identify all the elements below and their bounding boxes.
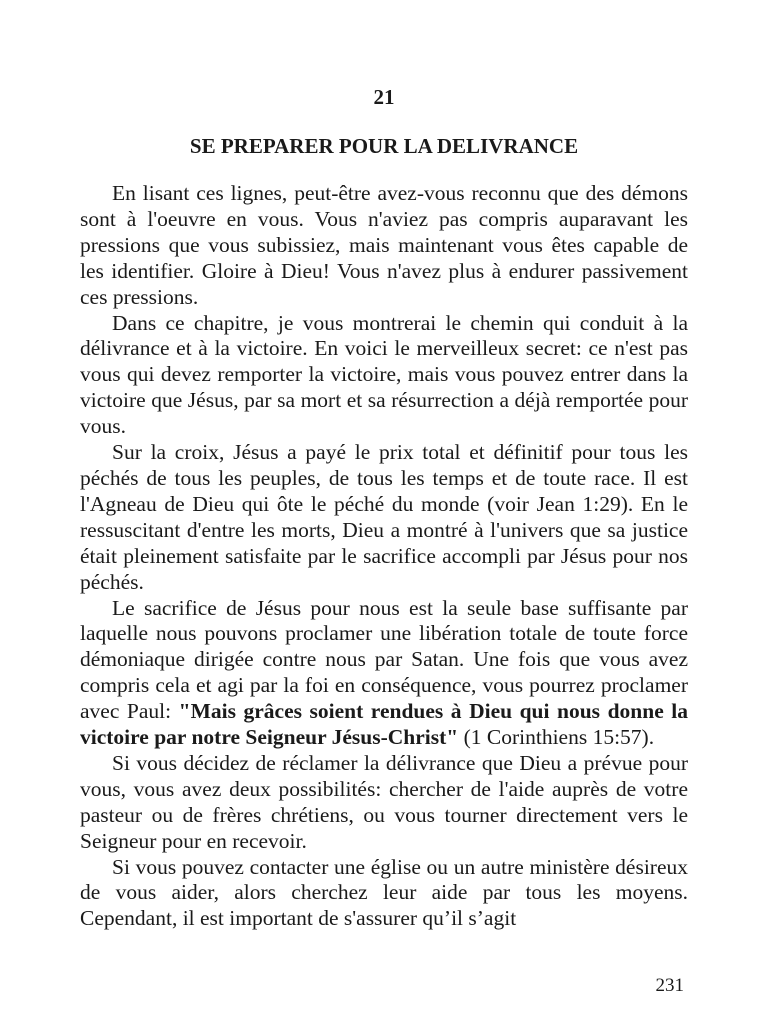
paragraph-4-text: Le sacrifice de Jésus pour nous est la seule base suffisante par laquelle nous pouvons proclamer une libération totale de toute force démoniaque dirigée contre nous par Satan. Une fois que vous avez compris cela et agi par la foi en conséquence, vous pourrez proclamer avec Paul: [80, 595, 688, 724]
paragraph-4 [80, 596, 688, 751]
paragraph-1: En lisant ces lignes, peut-être avez-vous reconnu que des démons sont à l'oeuvre en vous. Vous n'aviez pas compris auparavant les pressions que vous subissiez, mais maintenant vous êtes capable de les identifier. Gloire à Dieu! Vous n'avez plus à endurer passivement ces pressions. [80, 181, 688, 309]
paragraph-2: Dans ce chapitre, je vous montrerai le chemin qui conduit à la délivrance et à la victoire. En voici le merveilleux secret: ce n'est pas vous qui devez remporter la victoire, mais vous pouvez entrer dans la victoire que Jésus, par sa mort et sa résurrection a déjà remportée pour vous. [80, 310, 688, 439]
paragraph-6: Si vous pouvez contacter une église ou un autre ministère désireux de vous aider, alors cherchez leur aide par tous les moyens. Cependant, il est important de s'assurer qu’il s’agit [80, 854, 688, 931]
bible-quote: "Mais grâces soient rendues à Dieu qui nous donne la victoire par notre Seigneur Jésus-Christ" [80, 699, 688, 750]
paragraph-5: Si vous décidez de réclamer la délivrance que Dieu a prévue pour vous, vous avez deux possibilités: chercher de l'aide auprès de votre pasteur ou de frères chrétiens, ou vous tourner directement vers le Seigneur pour en recevoir. [80, 750, 688, 853]
chapter-title: SE PREPARER POUR LA DELIVRANCE [189, 134, 579, 158]
chapter-body [80, 181, 688, 932]
chapter-number: 21 [373, 85, 395, 109]
book-page [80, 0, 688, 1024]
paragraph-3: Sur la croix, Jésus a payé le prix total et définitif pour tous les péchés de tous les peuples, de tous les temps et de toute race. Il est l'Agneau de Dieu qui ôte le péché du monde (voir Jean 1:29). En le ressuscitant d'entre les morts, Dieu a montré à l'univers que sa justice était pleinement satisfaite par le sacrifice accompli par Jésus pour nos péchés. [80, 440, 688, 594]
bible-reference: (1 Corinthiens 15:57). [458, 725, 655, 750]
page-number: 231 [655, 975, 684, 996]
